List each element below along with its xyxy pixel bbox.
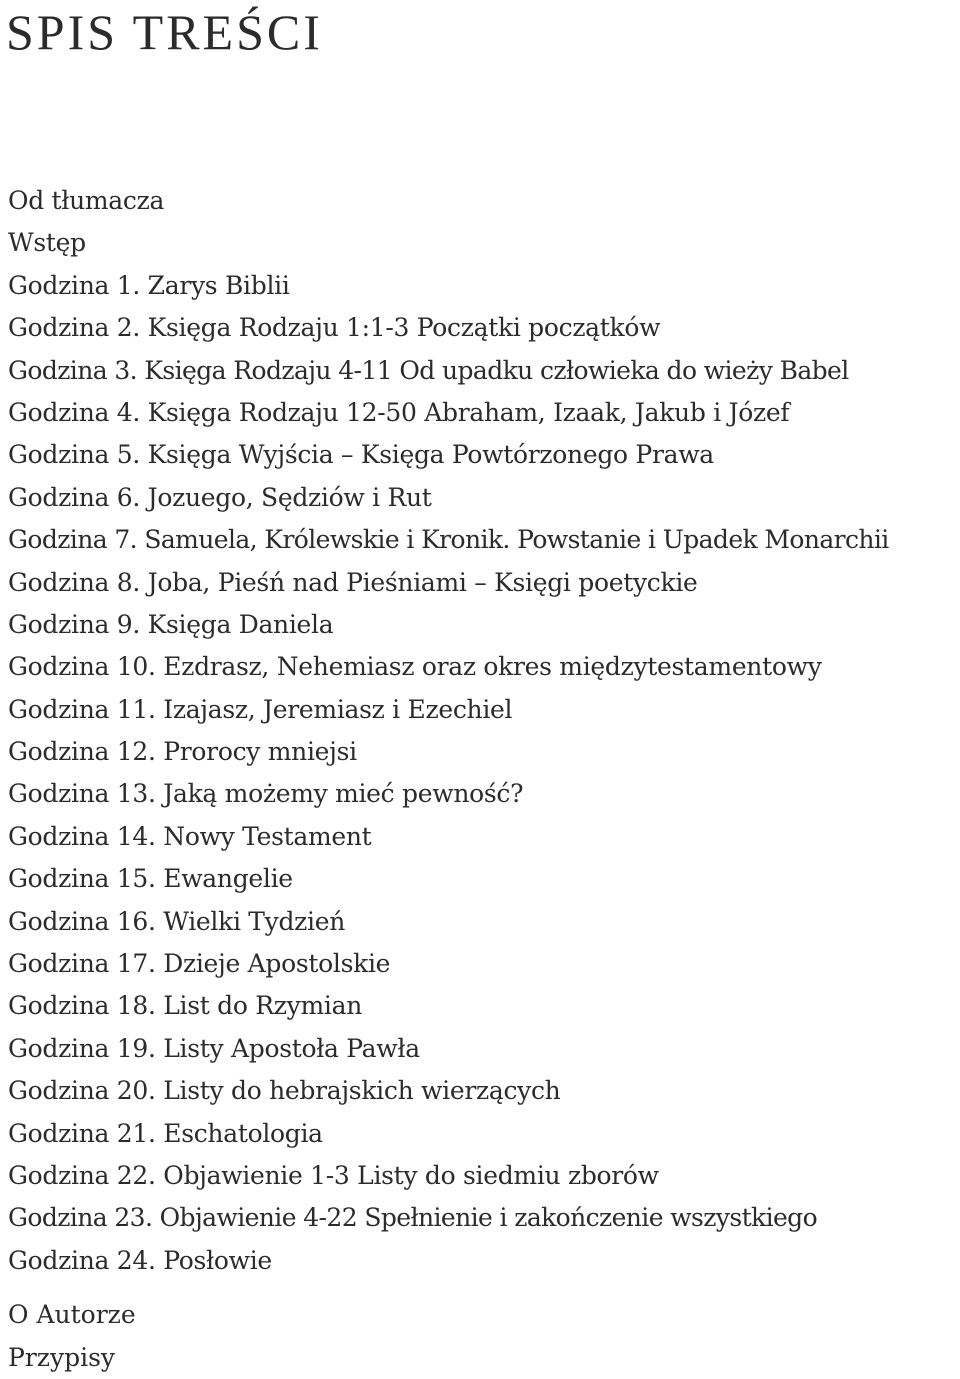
toc-entry-notes[interactable]: Przypisy	[8, 1343, 116, 1372]
toc-entry[interactable]: Godzina 14. Nowy Testament	[8, 821, 372, 851]
toc-entry[interactable]: Godzina 23. Objawienie 4-22 Spełnienie i zakończenie wszystkiego	[8, 1203, 818, 1233]
toc-entry[interactable]: Wstęp	[8, 228, 86, 258]
toc-entry[interactable]: Godzina 20. Listy do hebrajskich wierzących	[8, 1076, 561, 1106]
toc-entry[interactable]: Godzina 22. Objawienie 1-3 Listy do siedmiu zborów	[8, 1160, 659, 1190]
toc-entry[interactable]: Godzina 7. Samuela, Królewskie i Kronik. Powstanie i Upadek Monarchii	[8, 525, 889, 555]
toc-entry[interactable]: Godzina 8. Joba, Pieśń nad Pieśniami – Księgi poetyckie	[8, 567, 698, 597]
toc-entry[interactable]: Godzina 9. Księga Daniela	[8, 609, 334, 639]
toc-entry[interactable]: Od tłumacza	[8, 186, 165, 215]
toc-entry[interactable]: Godzina 6. Jozuego, Sędziów i Rut	[8, 482, 432, 512]
back-matter	[8, 1293, 136, 1379]
toc-entry[interactable]: Godzina 17. Dzieje Apostolskie	[8, 949, 391, 979]
toc-entry[interactable]: Godzina 4. Księga Rodzaju 12-50 Abraham, Izaak, Jakub i Józef	[8, 397, 790, 427]
toc-entry[interactable]: Godzina 16. Wielki Tydzień	[8, 906, 346, 936]
toc-entry[interactable]: Godzina 10. Ezdrasz, Nehemiasz oraz okres międzytestamentowy	[8, 652, 822, 682]
toc-entry[interactable]: Godzina 19. Listy Apostoła Pawła	[8, 1033, 420, 1063]
page-title: SPIS TREŚCI	[6, 4, 323, 60]
table-of-contents	[8, 180, 889, 1282]
toc-entry[interactable]: Godzina 1. Zarys Biblii	[8, 270, 290, 300]
toc-entry[interactable]: Godzina 12. Prorocy mniejsi	[8, 737, 357, 767]
toc-entry[interactable]: Godzina 24. Posłowie	[8, 1245, 272, 1275]
toc-entry[interactable]: Godzina 5. Księga Wyjścia – Księga Powtórzonego Prawa	[8, 440, 714, 470]
toc-entry[interactable]: Godzina 21. Eschatologia	[8, 1118, 323, 1148]
toc-entry[interactable]: Godzina 2. Księga Rodzaju 1:1-3 Początki początków	[8, 313, 661, 343]
toc-entry[interactable]: Godzina 18. List do Rzymian	[8, 991, 362, 1021]
toc-entry[interactable]: Godzina 11. Izajasz, Jeremiasz i Ezechiel	[8, 694, 513, 724]
toc-entry[interactable]: Godzina 13. Jaką możemy mieć pewność?	[8, 779, 524, 809]
toc-entry[interactable]: Godzina 3. Księga Rodzaju 4-11 Od upadku człowieka do wieży Babel	[8, 355, 849, 385]
toc-entry[interactable]: Godzina 15. Ewangelie	[8, 864, 293, 894]
toc-entry-author[interactable]: O Autorze	[8, 1300, 136, 1329]
